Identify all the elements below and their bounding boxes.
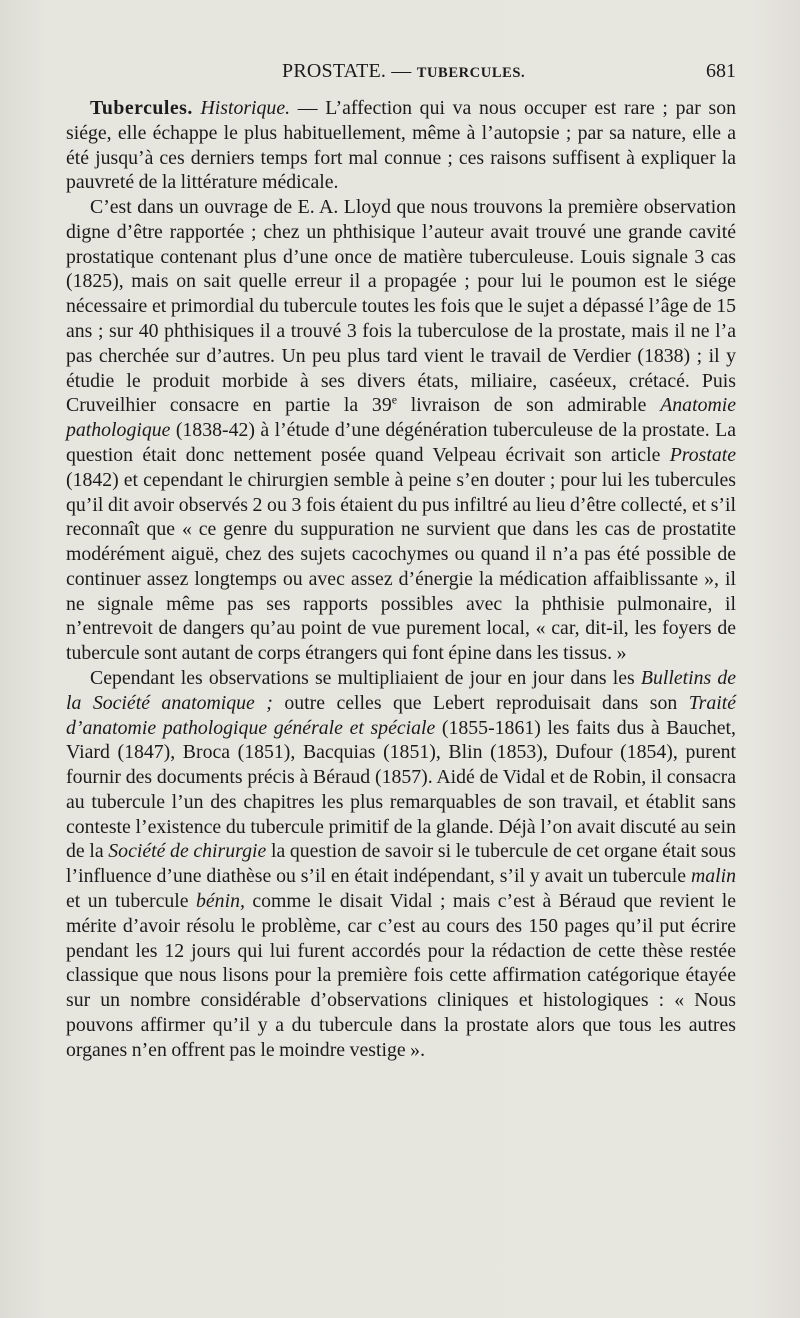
running-title [282, 60, 525, 83]
subsection-heading: Historique. [200, 97, 291, 119]
paragraph-1-text: — L’affection qui va nous occuper est rare ; par son siége, elle échappe le plus habituellement, même à l’autopsie ; par sa nature, elle a été jusqu’à ces derniers temps fort mal connue ; ces raisons suffisent à expliquer la pauvreté de la littérature médicale. [66, 97, 737, 194]
paragraph-3-text-1: Cependant les observations se multipliaient de jour en jour dans les [90, 666, 641, 689]
running-title-small-caps: TUBERCULES. [416, 65, 526, 81]
paragraph-2-text-1: C’est dans un ouvrage de E. A. Lloyd que nous trouvons la première observation digne d’être rapportée ; chez un phthisique l’auteur avait trouvé une grande cavité prostatique contenant plus d’une once de matière tuberculeuse. Louis signale 3 cas (1825), mais on sait quelle erreur il a propagée ; pour lui le poumon est le siége nécessaire et primordial du tubercule toutes les fois que le sujet a dépassé l’âge de 15 ans ; sur 40 phthisiques il a trouvé 3 fois la tuberculose de la prostate, mais il ne l’a pas cherchée sur d’autres. Un peu plus tard vient le travail de Verdier (1838) ; il y étudie le produit morbide à ses divers états, miliaire, caséeux, crétacé. Puis Cruveilhier consacre en partie la 39 [66, 196, 736, 417]
paragraph-3-text-5: et un tubercule [66, 890, 197, 912]
running-title-main: PROSTATE. — [282, 60, 417, 82]
ordinal-superscript: e [391, 392, 398, 407]
paragraph-3-text-2: outre celles que Lebert reproduisait dans son [272, 691, 689, 714]
paragraph-3 [66, 666, 736, 1063]
page-number: 681 [706, 60, 736, 82]
work-title-anatomie: Anatomie pathologique [66, 394, 737, 442]
work-title-bulletins: Bulletins de la Société anatomique ; [66, 666, 736, 714]
running-header [66, 60, 736, 90]
society-name: Société de chirurgie [108, 840, 267, 863]
term-benin: bénin, [196, 890, 245, 912]
paragraph-3-text-4: la question de savoir si le tubercule de cet organe était sous l’influence d’une diathèse ou s’il en était indépendant, s’il y avait un tubercule [66, 840, 737, 888]
paragraph-3-text-3: (1855-1861) les faits dus à Bauchet, Viard (1847), Broca (1851), Bacquias (1851), Blin (1853), Dufour (1854), purent fournir des documents précis à Béraud (1857). Aidé de Vidal et de Robin, il consacra au tubercule l’un des chapitres les plus remarquables de son travail, et établit sans conteste l’existence du tubercule primitif de la glande. Déjà l’on avait discuté au sein de la [66, 716, 736, 863]
section-heading: Tubercules. [90, 97, 193, 119]
paragraph-2-text-3: (1838-42) à l’étude d’une dégénération tuberculeuse de la prostate. La question était donc nettement posée quand Velpeau écrivait son article [66, 419, 736, 466]
term-malin: malin [690, 865, 736, 888]
work-title-traite: Traité d’anatomie pathologique générale et spéciale [66, 691, 737, 739]
body-text [66, 96, 736, 1062]
paragraph-1 [66, 96, 736, 195]
paragraph-2-text-4: (1842) et cependant le chirurgien semble à peine s’en douter ; pour lui les tubercules qu’il dit avoir observés 2 ou 3 fois étaient du pus infiltré au lieu d’être collecté, et s’il reconnaît que « ce genre du suppuration ne survient que dans les cas de prostatite modérément aiguë, chez des sujets cacochymes ou quand il n’a pas été possible de continuer assez longtemps ou avec assez d’énergie la médication affaiblissante », il ne signale même pas ses rapports possibles avec la phthisie pulmonaire, il n’entrevoit de dangers qu’au point de vue purement local, « car, dit-il, les foyers de tubercule sont autant de corps étrangers qui font épine dans les tissus. » [66, 468, 736, 665]
paragraph-3-text-6: comme le disait Vidal ; mais c’est à Béraud que revient le mérite d’avoir résolu le problème, car c’est au cours des 150 pages qu’il put écrire pendant les 12 jours qui lui furent accordés pour la rédaction de cette thèse restée classique que nous lisons pour la première fois cette affirmation catégorique étayée sur un nombre considérable d’observations cliniques et histologiques : « Nous pouvons affirmer qu’il y a du tubercule dans la prostate alors que tous les autres organes n’en offrent pas le moindre vestige ». [66, 890, 736, 1061]
work-title-prostate: Prostate [669, 443, 736, 466]
paragraph-2-text-2: livraison de son admirable [397, 394, 661, 417]
paragraph-2 [66, 195, 736, 666]
